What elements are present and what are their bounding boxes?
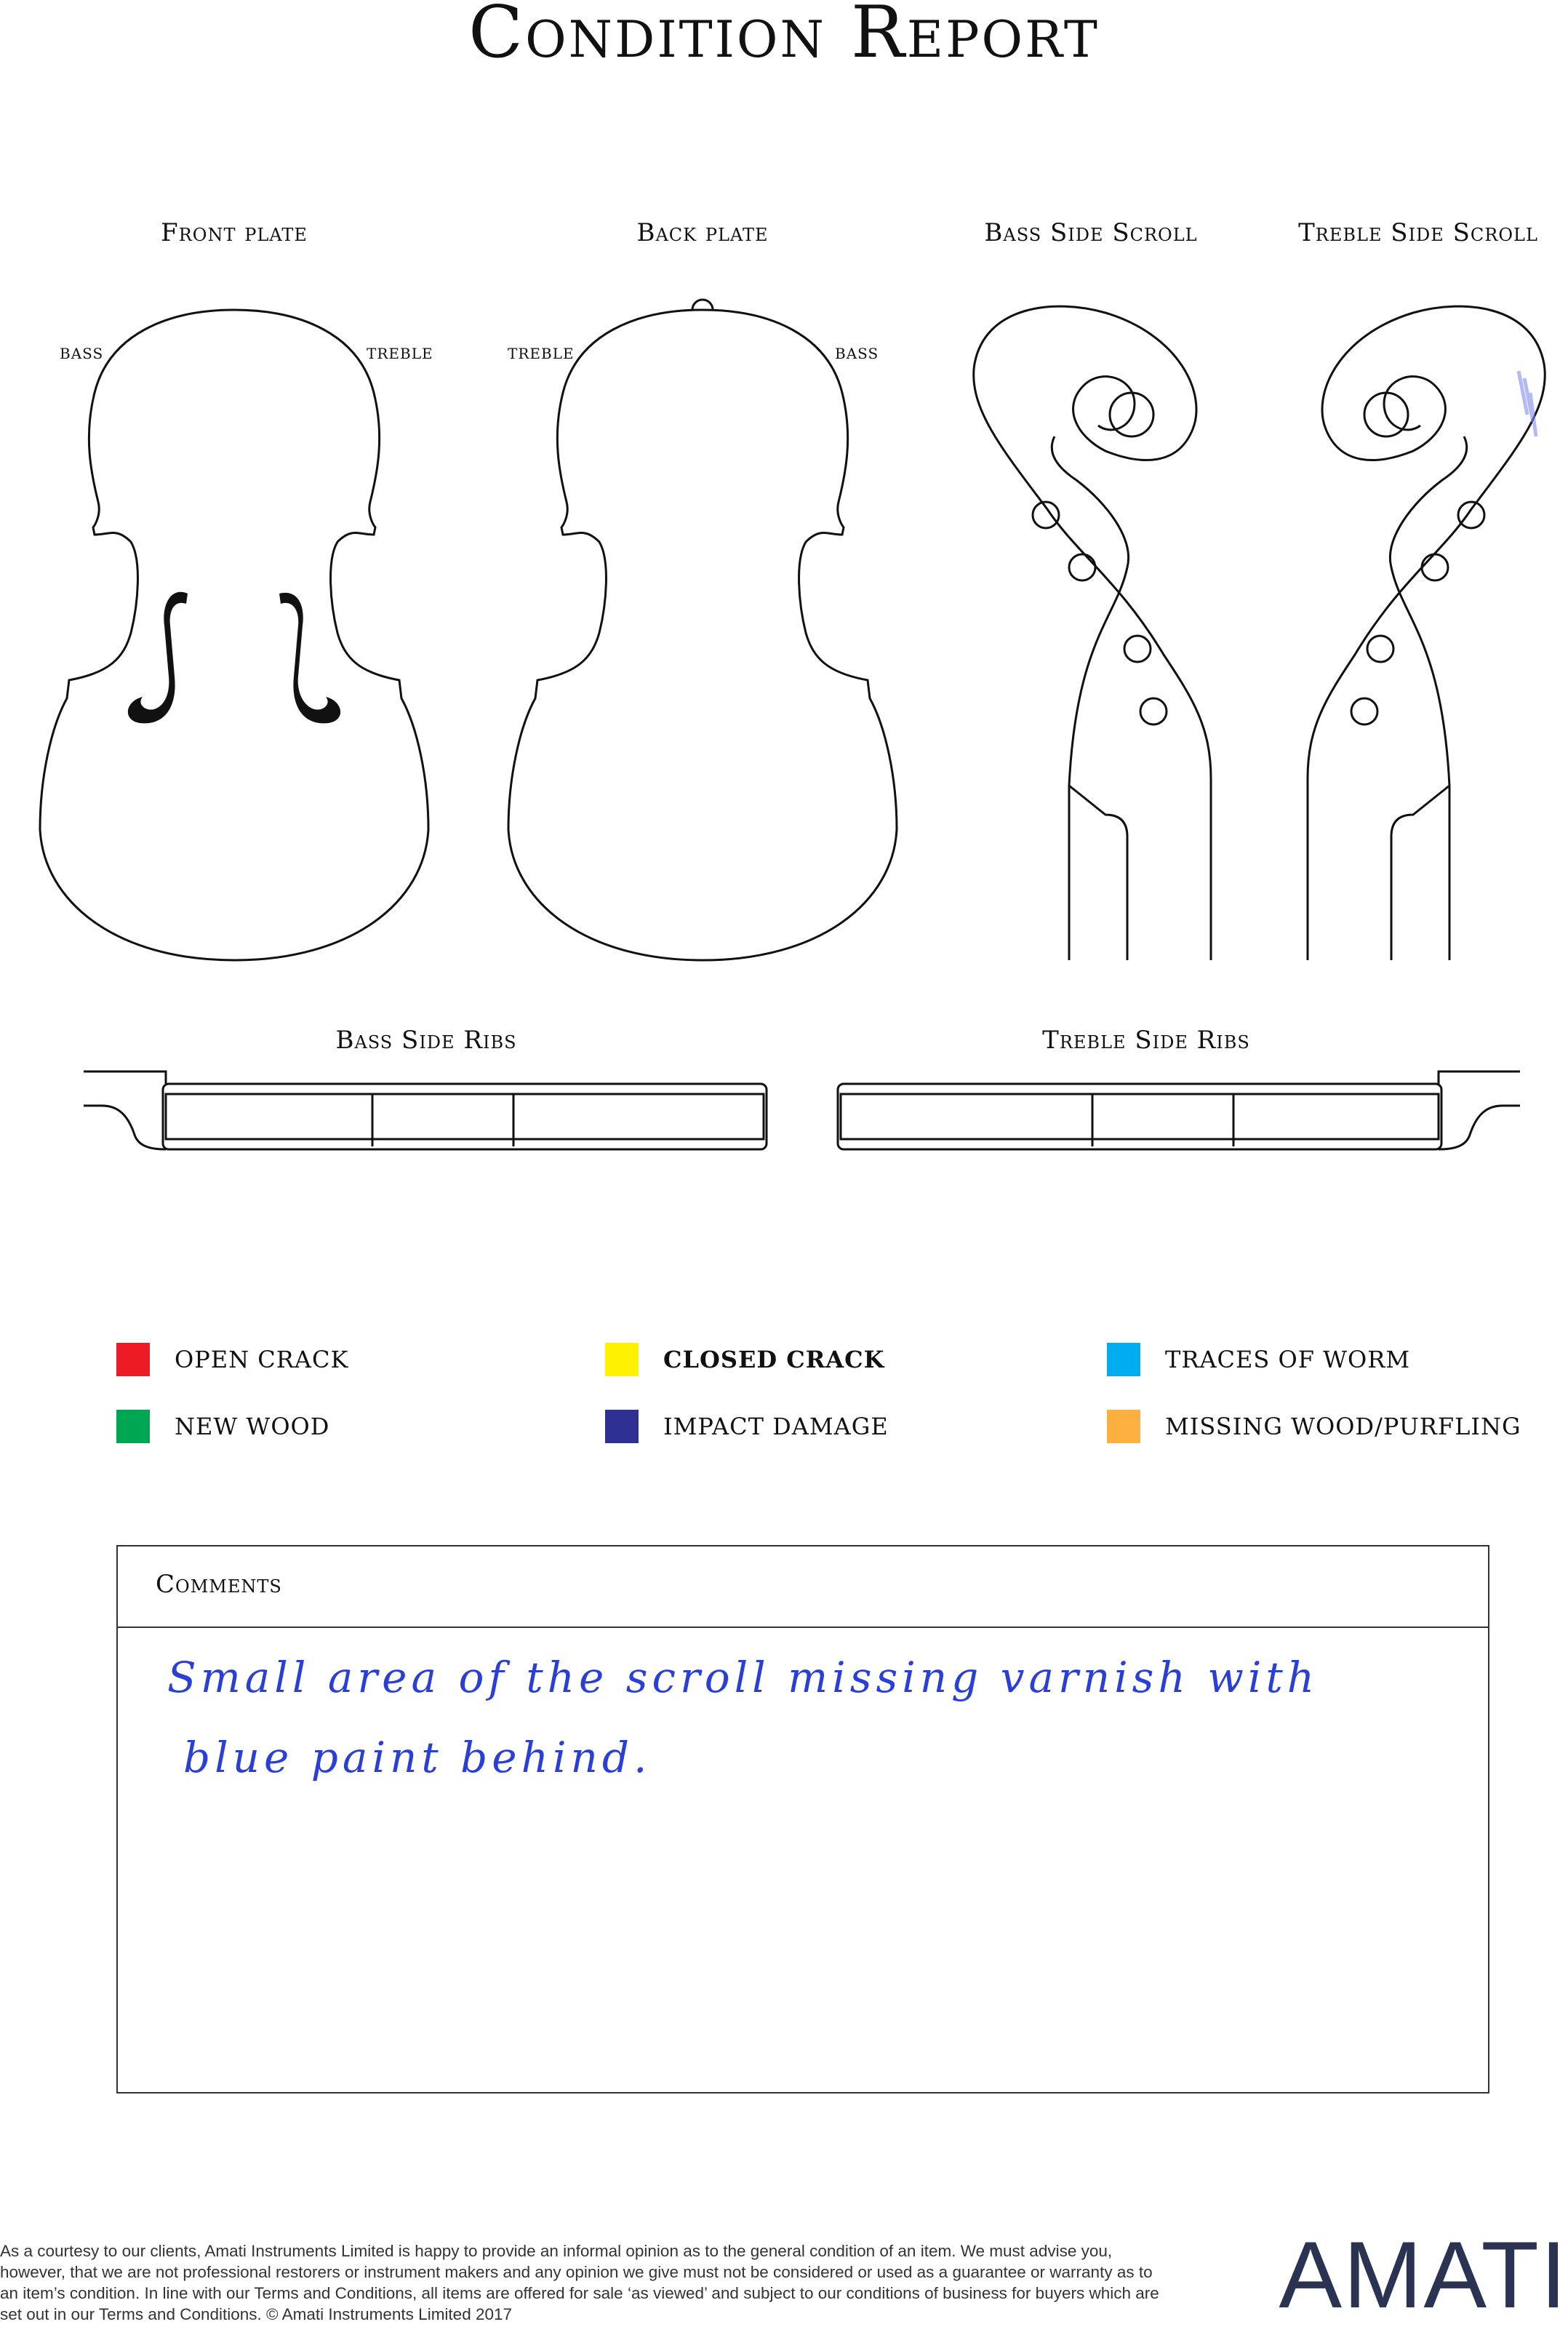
comments-header: Comments <box>118 1546 1488 1628</box>
legend-label: CLOSED CRACK <box>663 1346 885 1373</box>
legend-swatch <box>605 1343 639 1376</box>
legend-swatch <box>116 1343 150 1376</box>
treble-ribs-end <box>1439 1071 1520 1149</box>
legend-label: IMPACT DAMAGE <box>663 1413 889 1440</box>
legend-new-wood <box>116 1410 329 1443</box>
legend-swatch <box>605 1410 639 1443</box>
front-plate-outline <box>40 310 428 960</box>
back-plate-button <box>692 300 713 310</box>
legend-swatch <box>1107 1343 1140 1376</box>
bass-side-ribs-label: Bass Side Ribs <box>335 1026 517 1055</box>
treble-side-ribs-label: Treble Side Ribs <box>1042 1026 1250 1055</box>
bass-side-scroll-label: Bass Side Scroll <box>984 218 1198 247</box>
bass-scroll-inner <box>1052 436 1128 960</box>
front-treble-side-label: TREBLE <box>367 345 433 362</box>
bass-scroll-outline <box>974 306 1211 960</box>
comment-line-2: blue paint behind. <box>183 1733 652 1782</box>
treble-side-scroll-label: Treble Side Scroll <box>1298 218 1538 247</box>
back-plate-outline <box>508 310 897 960</box>
page-title: Condition Report <box>468 0 1100 74</box>
back-plate-label: Back plate <box>636 218 769 247</box>
legend-label: OPEN CRACK <box>175 1346 349 1373</box>
legend-swatch <box>1107 1410 1140 1443</box>
damage-marks <box>1519 371 1536 436</box>
legend-label: NEW WOOD <box>175 1413 330 1440</box>
amati-logo: AMATI <box>1279 2222 1568 2327</box>
front-bass-side-label: BASS <box>60 345 104 362</box>
disclaimer-text: As a courtesy to our clients, Amati Instruments Limited is happy to provide an informal opinion as to the general condition of an item. We must advise you, however, that we are not professional restorers or instrument makers and any opinion we give must not be considered or used as a guarantee or warranty as to an item’s condition. In line with our Terms and Conditions, all items are offered for sale ‘as viewed’ and subject to our conditions of business for buyers which are set out in our Terms and Conditions. © Amati Instruments Limited 2017 <box>0 2242 1159 2323</box>
legend-swatch <box>116 1410 150 1443</box>
legend-label: TRACES OF WORM <box>1165 1346 1411 1373</box>
treble-scroll-outline <box>1308 306 1545 960</box>
front-f-hole-left <box>128 592 188 724</box>
back-bass-side-label: BASS <box>835 345 879 362</box>
treble-scroll-inner <box>1390 436 1466 960</box>
legend-impact-damage <box>605 1410 889 1443</box>
bass-scroll-cheek <box>1069 786 1127 960</box>
legend-traces-of-worm <box>1107 1343 1410 1376</box>
legend-open-crack <box>116 1343 348 1376</box>
treble-scroll-cheek <box>1391 786 1449 960</box>
legend-closed-crack <box>605 1343 884 1376</box>
comment-line-1: Small area of the scroll missing varnish with <box>167 1653 1319 1702</box>
legend-label: MISSING WOOD/PURFLING <box>1165 1413 1521 1440</box>
comments-box <box>116 1545 1489 2093</box>
front-f-hole-right <box>279 593 340 723</box>
front-plate-label: Front plate <box>161 218 308 247</box>
bass-ribs-end <box>84 1071 166 1149</box>
back-treble-side-label: TREBLE <box>508 345 575 362</box>
legend-missing-wood-purfling <box>1107 1410 1521 1443</box>
